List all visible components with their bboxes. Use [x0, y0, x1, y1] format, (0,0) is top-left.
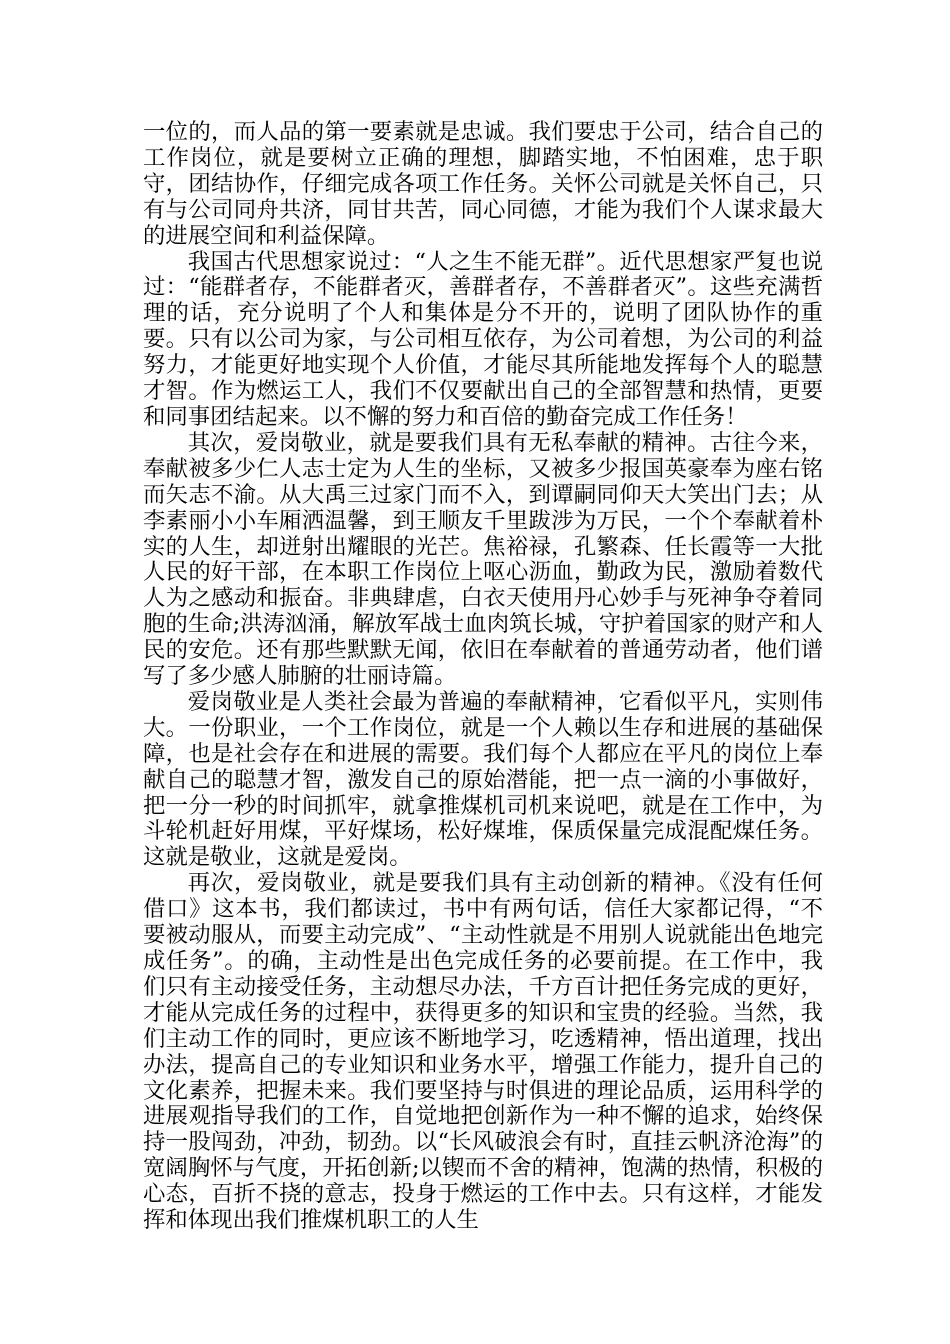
document-body [143, 120, 823, 1234]
paragraph-3: 其次，爱岗敬业，就是要我们具有无私奉献的精神。古往今来，奉献被多少仁人志士定为人生的坐标，又被多少报国英豪奉为座右铭而矢志不渝。从大禹三过家门而不入，到谭嗣同仰天大笑出门去；从李素丽小小车厢洒温馨，到王顺友千里跋涉为万民，一个个奉献着朴实的人生，却迸射出耀眼的光芒。焦裕禄，孔繁森、任长霞等一大批人民的好干部，在本职工作岗位上呕心沥血，勤政为民，激励着数代人为之感动和振奋。非典肆虐，白衣天使用丹心妙手与死神争夺着同胞的生命;洪涛汹涌，解放军战士血肉筑长城，守护着国家的财产和人民的安危。还有那些默默无闻，依旧在奉献着的普通劳动者，他们谱写了多少感人肺腑的壮丽诗篇。 [143, 429, 823, 690]
paragraph-5: 再次，爱岗敬业，就是要我们具有主动创新的精神。《没有任何借口》这本书，我们都读过，书中有两句话，信任大家都记得，“不要被动服从，而要主动完成”、“主动性就是不用别人说就能出色地完成任务”。的确，主动性是出色完成任务的必要前提。在工作中，我们只有主动接受任务，主动想尽办法，千方百计把任务完成的更好，才能从完成任务的过程中，获得更多的知识和宝贵的经验。当然，我们主动工作的同时，更应该不断地学习，吃透精神，悟出道理，找出办法，提高自己的专业知识和业务水平，增强工作能力，提升自己的文化素养，把握未来。我们要坚持与时俱进的理论品质，运用科学的进展观指导我们的工作，自觉地把创新作为一种不懈的追求，始终保持一股闯劲，冲劲，韧劲。以“长风破浪会有时，直挂云帆济沧海”的宽阔胸怀与气度，开拓创新;以锲而不舍的精神，饱满的热情，积极的心态，百折不挠的意志，投身于燃运的工作中去。只有这样，才能发挥和体现出我们推煤机职工的人生 [143, 870, 823, 1234]
paragraph-1: 一位的，而人品的第一要素就是忠诚。我们要忠于公司，结合自己的工作岗位，就是要树立正确的理想，脚踏实地，不怕困难，忠于职守，团结协作，仔细完成各项工作任务。关怀公司就是关怀自己，只有与公司同舟共济，同甘共苦，同心同德，才能为我们个人谋求最大的进展空间和利益保障。 [143, 119, 823, 249]
paragraph-4: 爱岗敬业是人类社会最为普遍的奉献精神，它看似平凡，实则伟大。一份职业，一个工作岗位，就是一个人赖以生存和进展的基础保障，也是社会存在和进展的需要。我们每个人都应在平凡的岗位上奉献自己的聪慧才智，激发自己的原始潜能，把一点一滴的小事做好，把一分一秒的时间抓牢，就拿推煤机司机来说吧，就是在工作中，为斗轮机赶好用煤，平好煤场，松好煤堆，保质保量完成混配煤任务。这就是敬业，这就是爱岗。 [143, 688, 823, 871]
paragraph-2: 我国古代思想家说过：“人之生不能无群”。近代思想家严复也说过：“能群者存，不能群者灭，善群者存，不善群者灭”。这些充满哲理的话，充分说明了个人和集体是分不开的，说明了团队协作的重要。只有以公司为家，与公司相互依存，为公司着想，为公司的利益努力，才能更好地实现个人价值，才能尽其所能地发挥每个人的聪慧才智。作为燃运工人，我们不仅要献出自己的全部智慧和热情，更要和同事团结起来。以不懈的努力和百倍的勤奋完成工作任务！ [143, 248, 823, 430]
